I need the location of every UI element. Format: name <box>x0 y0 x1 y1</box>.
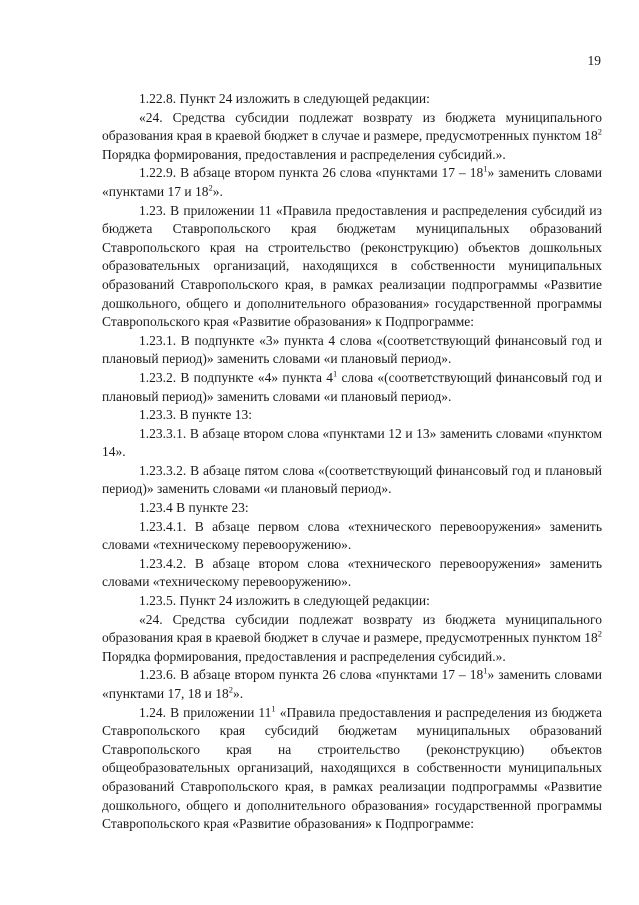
paragraph: 1.23.3.1. В абзаце втором слова «пунктами 12 и 13» заменить словами «пунктом 14». <box>102 425 602 460</box>
paragraph: 1.24. В приложении $11^1$ «Правила предоставления и распределения из бюджета Ставропольского края субсидий бюджетам муниципальных образований Ставропольского края на строительство (реконструкцию) объектов общеобразовательных организаций, находящихся в собственности муниципальных образований Ставропольского края, в рамках реализации подпрограммы «Развитие дошкольного, общего и дополнительного образования» государственной программы Ставропольского края «Развитие образования» к Подпрограмме: <box>102 703 602 832</box>
superscript: 2 <box>597 628 603 639</box>
paragraph: 1.23.6. В абзаце втором пункта 26 слова «пунктами $17 - 18^1$» заменить словами «пунктами 17, 18 и $18^2$». <box>102 665 602 701</box>
paragraph: «24. Средства субсидии подлежат возврату из бюджета муниципального образования края в краевой бюджет в случае и размере, предусмотренных пунктом $18^2$ Порядка формирования, предоставления и распределения субсидий.». <box>102 109 603 162</box>
paragraph: 1.23.5. Пункт 24 изложить в следующей редакции: <box>139 593 430 609</box>
page-number: 19 <box>587 53 601 68</box>
paragraph: 1.23.4 В пункте 23: <box>139 500 249 516</box>
paragraph: «24. Средства субсидии подлежат возврату из бюджета муниципального образования края в краевой бюджет в случае и размере, предусмотренных пунктом $18^2$ Порядка формирования, предоставления и распределения субсидий.». <box>102 611 603 664</box>
superscript: 1 <box>333 368 338 379</box>
document-body <box>102 90 602 834</box>
paragraph: 1.23.3. В пункте 13: <box>139 407 252 423</box>
paragraph: 1.23.4.1. В абзаце первом слова «технического перевооружения» заменить словами «техническому перевооружению». <box>102 518 602 553</box>
superscript: 1 <box>483 163 488 174</box>
paragraph: 1.23.3.2. В абзаце пятом слова «(соответствующий финансовый год и плановый период)» заменить словами «и плановый период». <box>102 462 602 497</box>
superscript: 1 <box>483 665 488 676</box>
paragraph: 1.22.8. Пункт 24 изложить в следующей редакции: <box>139 91 430 106</box>
superscript: 2 <box>208 182 213 193</box>
superscript: 2 <box>228 684 234 695</box>
paragraph: 1.23.2. В подпункте «4» пункта $4^1$ слова «(соответствующий финансовый год и плановый период)» заменить словами «и плановый период». <box>102 368 602 404</box>
paragraph: 1.23.4.2. В абзаце втором слова «технического перевооружения» заменить словами «техническому перевооружению». <box>102 555 602 590</box>
paragraph: 1.23. В приложении 11 «Правила предоставления и распределения субсидий из бюджета Ставропольского края бюджетам муниципальных образований Ставропольского края на строительство (реконструкцию) объектов дошкольных образовательных организаций, находящихся в собственности муниципальных образований Ставропольского края, в рамках реализации подпрограммы «Развитие дошкольного, общего и дополнительного образования» государственной программы Ставропольского края «Развитие образования» к Подпрограмме: <box>102 202 602 330</box>
paragraph: 1.22.9. В абзаце втором пункта 26 слова «пунктами $17 - 18^1$» заменить словами «пунктами 17 и $18^2$». <box>102 163 602 199</box>
superscript: 1 <box>271 703 276 714</box>
superscript: 2 <box>597 126 603 137</box>
paragraph: 1.23.1. В подпункте «3» пункта 4 слова «(соответствующий финансовый год и плановый период)» заменить словами «и плановый период». <box>102 332 602 367</box>
